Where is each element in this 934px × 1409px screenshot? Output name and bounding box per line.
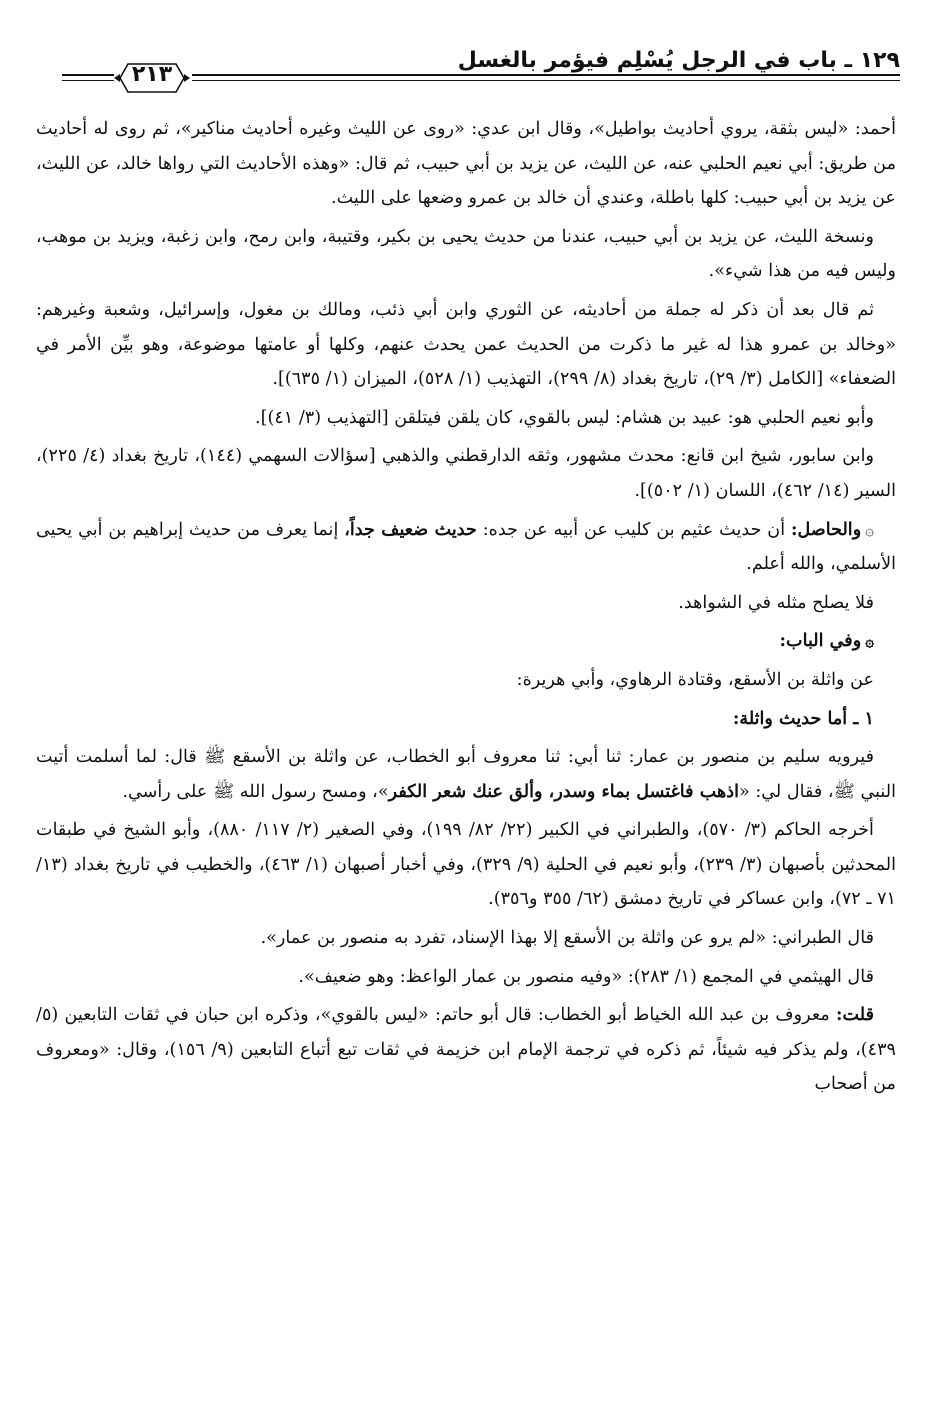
paragraph-haythami: قال الهيثمي في المجمع (١/ ٢٨٣): «وفيه منصور بن عمار الواعظ: وهو ضعيف».: [298, 966, 874, 987]
paragraph-4: وأبو نعيم الحلبي هو: عبيد بن هشام: ليس بالقوي، كان يلقن فيتلقن [التهذيب (٣/ ٤١)].: [255, 407, 874, 428]
page-number: ٢١٣: [131, 62, 173, 87]
paragraph-conclusion: [36, 513, 896, 582]
header-rule-left-thin: [62, 80, 114, 81]
paragraph-7: فلا يصلح مثله في الشواهد.: [678, 592, 874, 613]
header-rule-thin: [192, 80, 900, 81]
hadith-text-2: »، ومسح رسول الله ﷺ على رأسي.: [122, 781, 389, 802]
header-rule-left: [62, 74, 114, 76]
page-header: [62, 34, 900, 98]
paragraph-takhrij: أخرجه الحاكم (٣/ ٥٧٠)، والطبراني في الكبير (٢٢/ ٨٢/ ١٩٩)، وفي الصغير (٢/ ١١٧/ ٨٨٠)، وأبو الشيخ في طبقات المحدثين بأصبهان (٣/ ٢٣٩)، وأبو نعيم في الحلية (٩/ ٣٢٩)، وفي أخبار أصبهان (١/ ٤٦٣)، والخطيب في تاريخ بغداد (١٣/ ٧١ ـ ٧٢)، وابن عساكر في تاريخ دمشق (٦٢/ ٣٥٥ و٣٥٦).: [36, 820, 897, 910]
section-heading-bab: [36, 624, 896, 659]
conclusion-text-1: أن حديث عثيم بن كليب عن أبيه عن جده:: [476, 519, 791, 540]
conclusion-text-2: إنما يعرف من حديث إبراهيم بن أبي يحيى الأسلمي، والله أعلم.: [36, 519, 896, 575]
flower-mark-icon: ۞: [865, 632, 874, 651]
qultu-text: معروف بن عبد الله الخياط أبو الخطاب: قال أبو حاتم: «ليس بالقوي»، وذكره ابن حبان في ثقات التابعين (٥/ ٤٣٩)، ولم يذكر فيه شيئاً، ثم ذكره في ترجمة الإمام ابن خزيمة في ثقات تبع أتباع التابعين (٩/ ١٥٦)، وقال: «ومعروف من أصحاب: [36, 1005, 896, 1095]
hadith-matn: اذهب فاغتسل بماء وسدر، وألق عنك شعر الكفر: [388, 780, 739, 802]
paragraph-hadith: [36, 740, 896, 809]
chapter-title: ١٢٩ ـ باب في الرجل يُسْلِم فيؤمر بالغسل: [457, 48, 900, 73]
section-heading-text: وفي الباب:: [779, 630, 862, 652]
page-number-badge: [112, 60, 192, 96]
header-rule: [192, 74, 900, 76]
paragraph-tabarani: قال الطبراني: «لم يرو عن واثلة بن الأسقع إلا بهذا الإسناد، تفرد به منصور بن عمار».: [260, 928, 874, 949]
conclusion-verdict: حديث ضعيف جداً،: [344, 518, 477, 540]
paragraph-5: وابن سابور، شيخ ابن قانع: محدث مشهور، وثقه الدارقطني والذهبي [سؤالات السهمي (١٤٤)، تاريخ بغداد (٤/ ٢٢٥)، السير (١٤/ ٤٦٢)، اللسان (١/ ٥٠٢)].: [36, 446, 896, 501]
paragraph-1: أحمد: «ليس بثقة، يروي أحاديث بواطيل»، وقال ابن عدي: «روى عن الليث وغيره أحاديث مناكير»، ثم روى له أحاديث من طريق: أبي نعيم الحلبي عنه، عن الليث، عن يزيد بن أبي حبيب، ثم قال: «وهذه الأحاديث التي رواها خالد، عن الليث، عن يزيد بن أبي حبيب: كلها باطلة، وعندي أن خالد بن عمرو وضعها على الليث.: [36, 119, 896, 209]
page-body: [36, 112, 896, 1106]
paragraph-3: ثم قال بعد أن ذكر له جملة من أحاديثه، عن الثوري وابن أبي ذئب، ومالك بن مغول، وإسرائيل، وشعبة وغيرهم: «وخالد بن عمرو هذا له غير ما ذكرت من الحديث عمن يحدث عنهم، وكلها أو عامتها موضوعة، وهو بيِّن الأمر في الضعفاء» [الكامل (٣/ ٢٩)، تاريخ بغداد (٨/ ٢٩٩)، التهذيب (١/ ٥٢٨)، الميزان (١/ ٦٣٥)].: [36, 299, 896, 390]
qultu-lead: قلت:: [835, 1004, 874, 1026]
conclusion-lead: والحاصل:: [790, 518, 862, 540]
paragraph-2: ونسخة الليث، عن يزيد بن أبي حبيب، عندنا من حديث يحيى بن بكير، وقتيبة، وابن رمح، وابن زغبة، ويزيد بن موهب، وليس فيه من هذا شيء».: [36, 226, 896, 282]
hadith-text-1: فيرويه سليم بن منصور بن عمار: ثنا أبي: ثنا معروف أبو الخطاب، عن واثلة بن الأسقع ﷺ قال: لما أسلمت أتيت النبي ﷺ، فقال لي: «: [36, 747, 896, 802]
paragraph-9: عن واثلة بن الأسقع، وقتادة الرهاوي، وأبي هريرة:: [516, 669, 874, 690]
subheading-wathila: ١ ـ أما حديث واثلة:: [732, 707, 874, 729]
paragraph-qultu: [36, 998, 896, 1102]
flower-mark-icon: ۞: [865, 520, 874, 539]
